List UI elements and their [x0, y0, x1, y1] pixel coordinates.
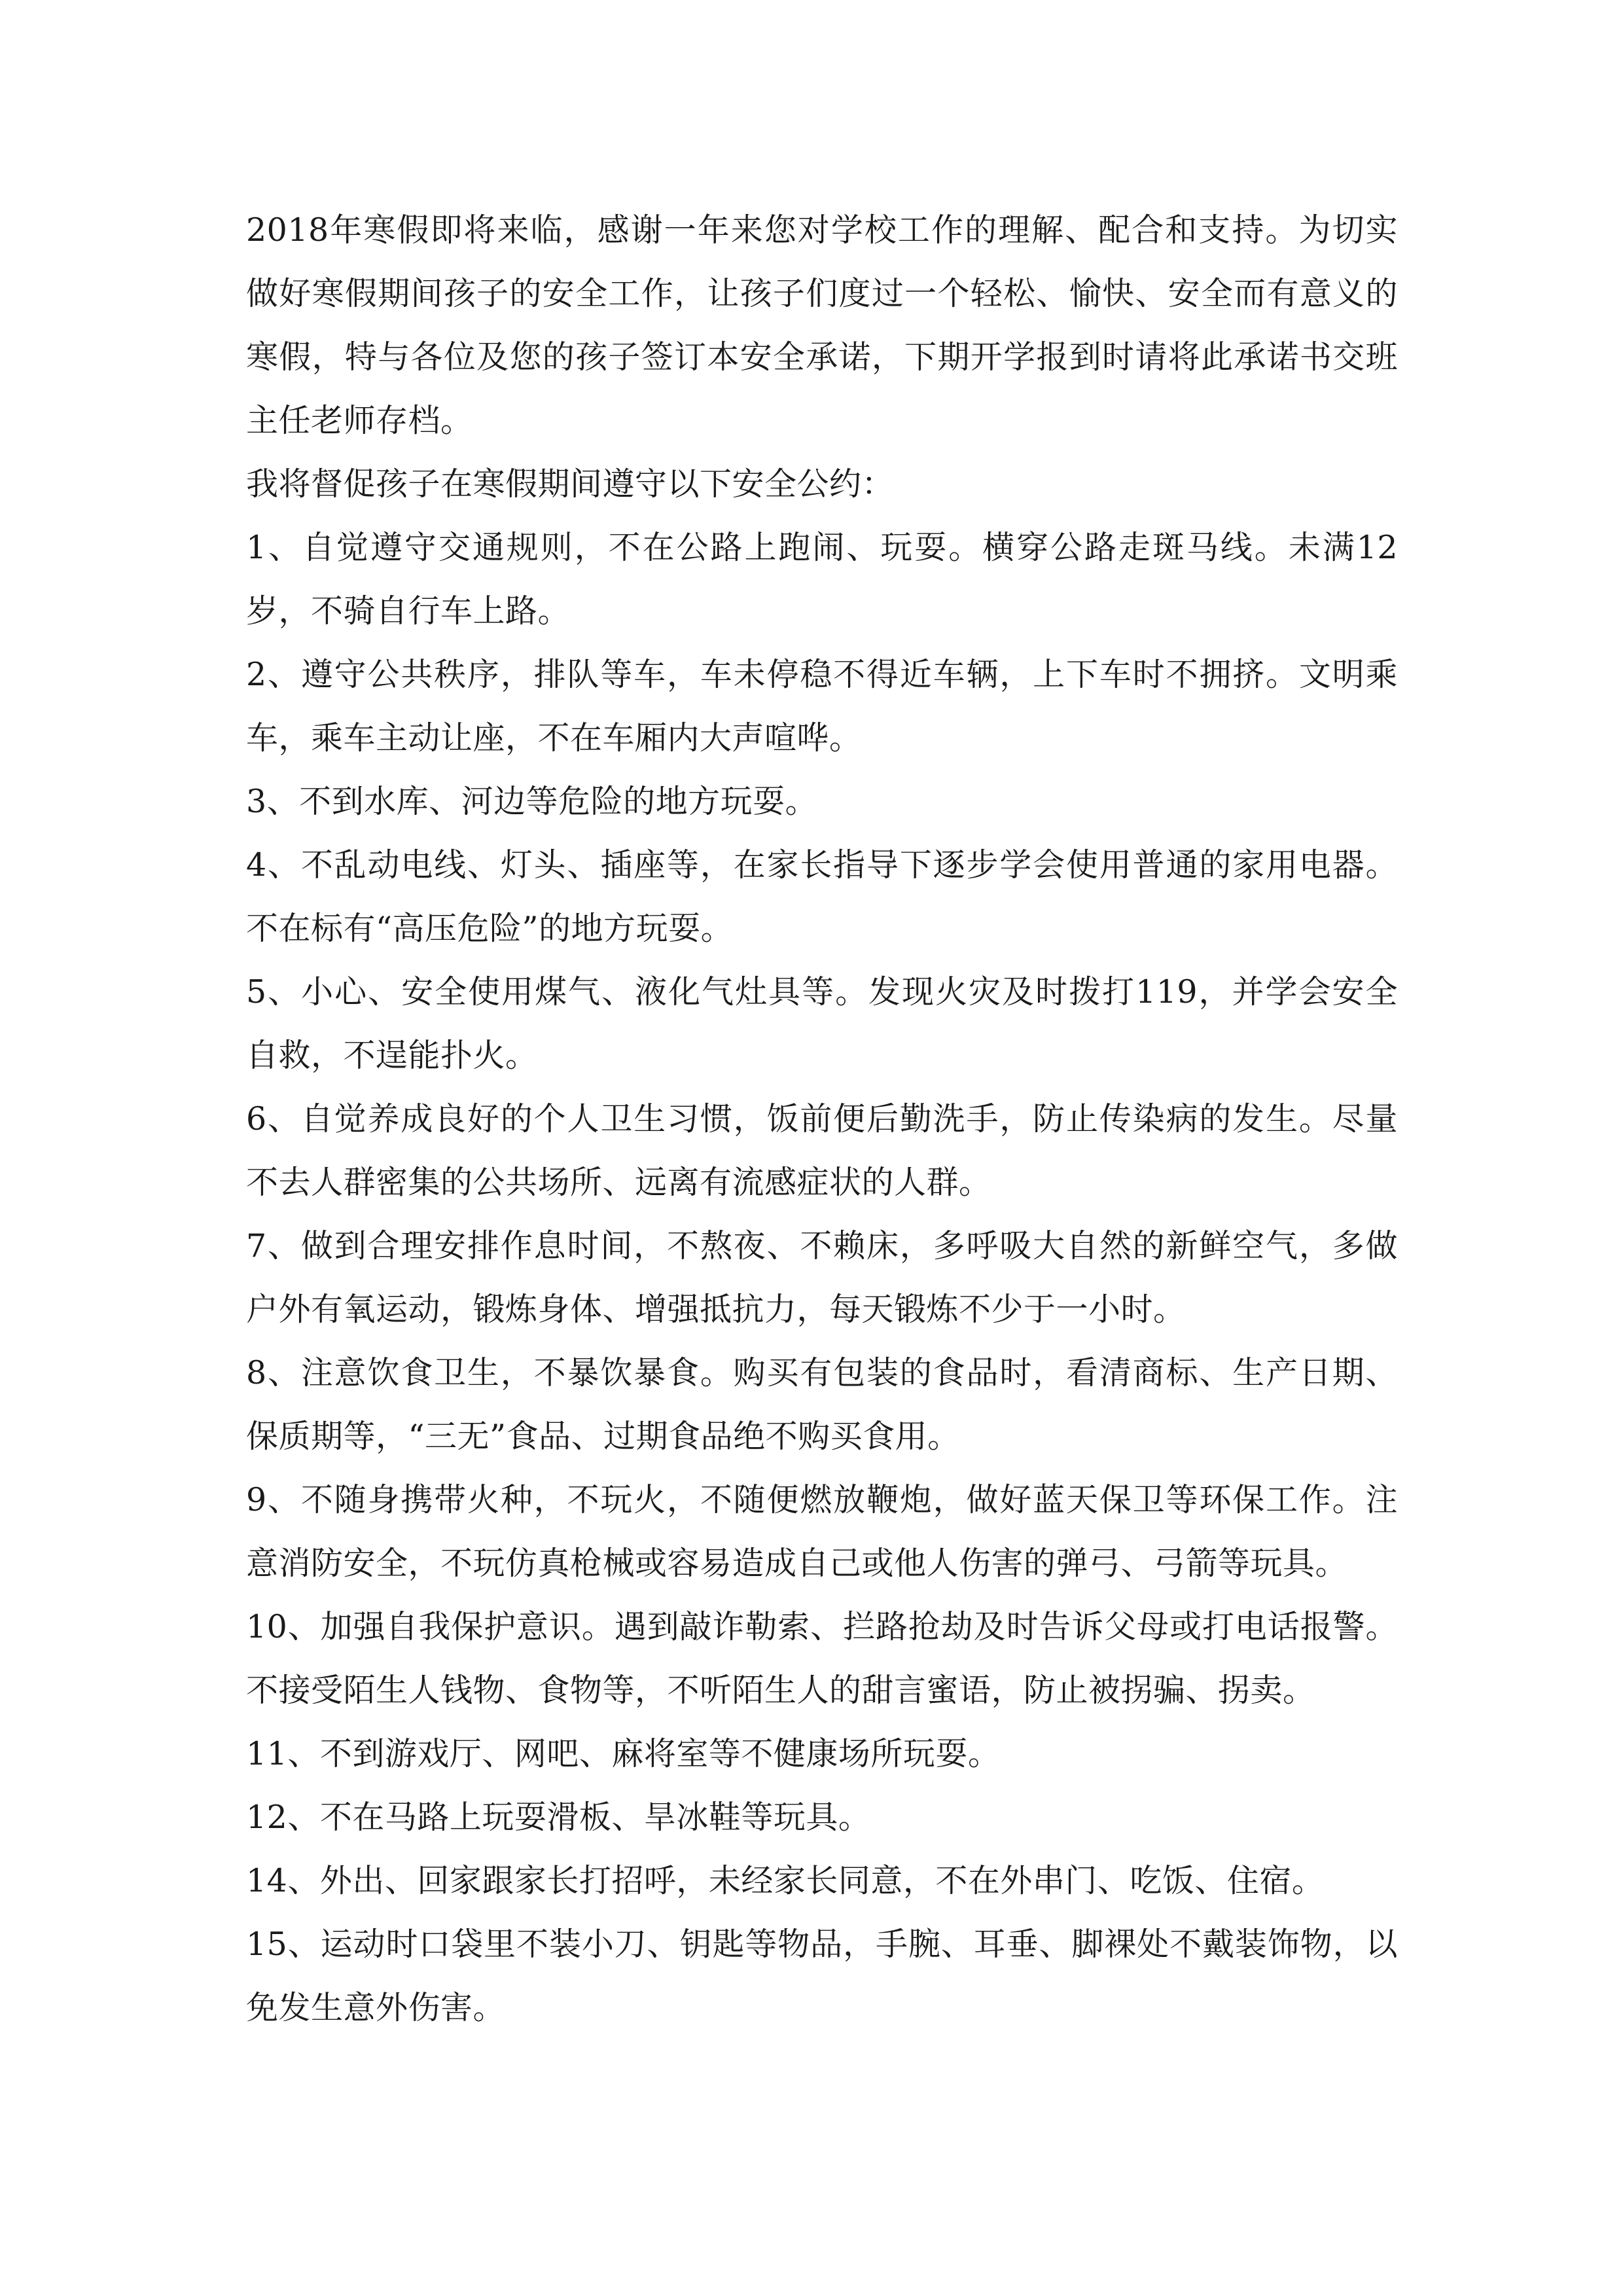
- pledge-item-7: 7、做到合理安排作息时间，不熬夜、不赖床，多呼吸大自然的新鲜空气，多做户外有氧运动，锻炼身体、增强抵抗力，每天锻炼不少于一小时。: [246, 1227, 1398, 1328]
- pledge-item-10: 10、加强自我保护意识。遇到敲诈勒索、拦路抢劫及时告诉父母或打电话报警。不接受陌生人钱物、食物等，不听陌生人的甜言蜜语，防止被拐骗、拐卖。: [246, 1608, 1398, 1709]
- pledge-item-2: 2、遵守公共秩序，排队等车，车未停稳不得近车辆，上下车时不拥挤。文明乘车，乘车主动让座，不在车厢内大声喧哗。: [246, 656, 1398, 757]
- pledge-item-1: 1、自觉遵守交通规则，不在公路上跑闹、玩耍。横穿公路走斑马线。未满12岁，不骑自行车上路。: [246, 529, 1398, 630]
- pledge-item-5: 5、小心、安全使用煤气、液化气灶具等。发现火灾及时拨打119，并学会安全自救，不逞能扑火。: [246, 973, 1398, 1074]
- pledge-item-3: 3、不到水库、河边等危险的地方玩耍。: [246, 783, 818, 820]
- pledge-item-9: 9、不随身携带火种，不玩火，不随便燃放鞭炮，做好蓝天保卫等环保工作。注意消防安全，不玩仿真枪械或容易造成自己或他人伤害的弹弓、弓箭等玩具。: [246, 1481, 1398, 1582]
- pledge-lead: 我将督促孩子在寒假期间遵守以下安全公约：: [246, 465, 895, 503]
- pledge-item-6: 6、自觉养成良好的个人卫生习惯，饭前便后勤洗手，防止传染病的发生。尽量不去人群密集的公共场所、远离有流感症状的人群。: [246, 1100, 1398, 1201]
- pledge-item-15: 15、运动时口袋里不装小刀、钥匙等物品，手腕、耳垂、脚裸处不戴装饰物，以免发生意外伤害。: [246, 1926, 1398, 2026]
- pledge-item-11: 11、不到游戏厅、网吧、麻将室等不健康场所玩耍。: [246, 1735, 1001, 1772]
- pledge-item-14: 14、外出、回家跟家长打招呼，未经家长同意，不在外串门、吃饭、住宿。: [246, 1862, 1325, 1899]
- pledge-item-4: 4、不乱动电线、灯头、插座等，在家长指导下逐步学会使用普通的家用电器。不在标有“高压危险”的地方玩耍。: [246, 846, 1398, 947]
- pledge-item-12: 12、不在马路上玩耍滑板、旱冰鞋等玩具。: [246, 1799, 871, 1836]
- intro-paragraph: 2018年寒假即将来临，感谢一年来您对学校工作的理解、配合和支持。为切实做好寒假期间孩子的安全工作，让孩子们度过一个轻松、愉快、安全而有意义的寒假，特与各位及您的孩子签订本安全承诺，下期开学报到时请将此承诺书交班主任老师存档。: [246, 211, 1398, 439]
- pledge-item-8: 8、注意饮食卫生，不暴饮暴食。购买有包装的食品时，看清商标、生产日期、保质期等，“三无”食品、过期食品绝不购买食用。: [246, 1354, 1398, 1455]
- document-body: [246, 198, 1398, 2039]
